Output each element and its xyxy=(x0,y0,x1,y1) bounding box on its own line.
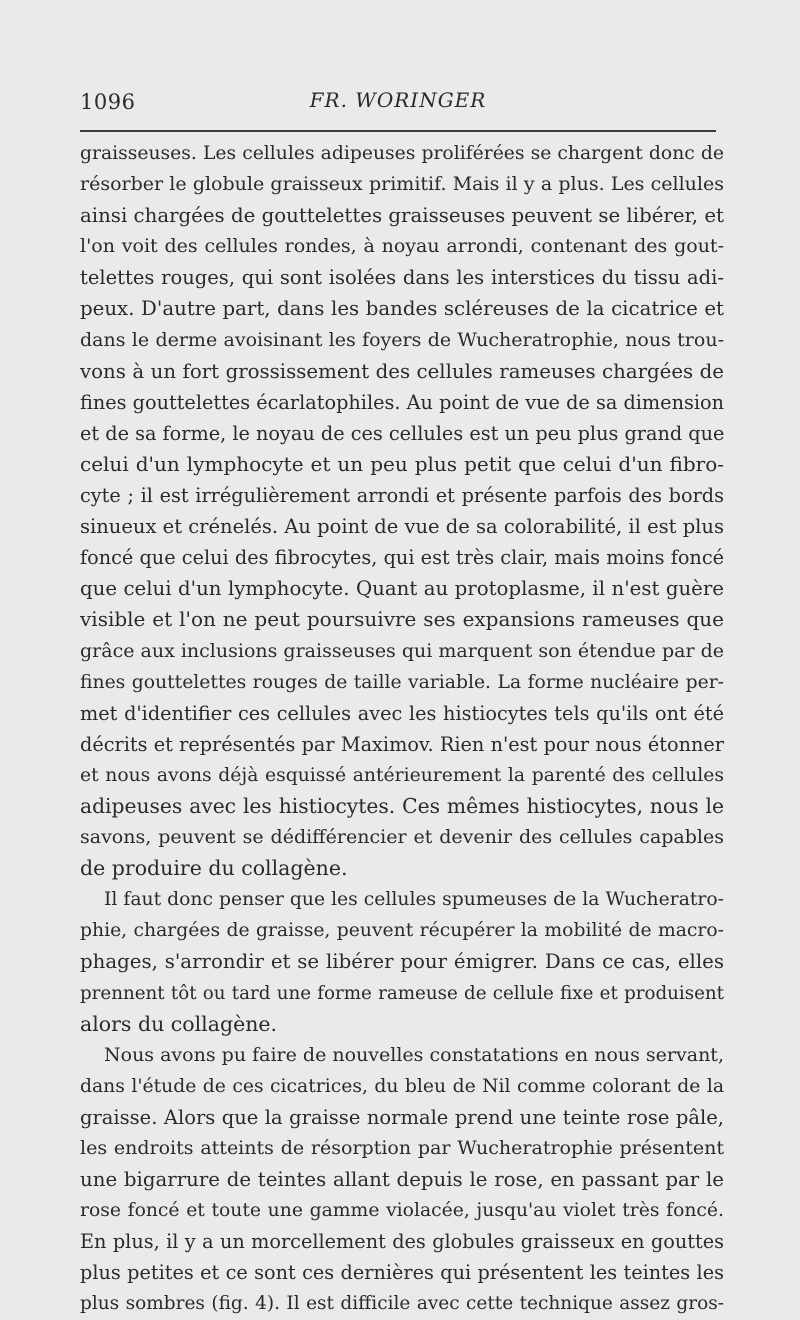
text-line: de produire du collagène. xyxy=(80,856,348,881)
text-line: plus petites et ce sont ces dernières qui présentent les teintes les xyxy=(80,1261,724,1285)
text-line: adipeuses avec les histiocytes. Ces mêmes histiocytes, nous le xyxy=(80,793,724,818)
body-text xyxy=(80,138,724,1320)
text-line: vons à un fort grossissement des cellules rameuses chargées de xyxy=(80,359,724,383)
header-rule xyxy=(80,130,716,132)
text-line: prennent tôt ou tard une forme rameuse de cellule fixe et produisent xyxy=(80,982,724,1004)
text-line: celui d'un lymphocyte et un peu plus petit que celui d'un fibro- xyxy=(80,451,724,476)
text-line: fines gouttelettes écarlatophiles. Au point de vue de sa dimension xyxy=(80,390,724,414)
text-line: décrits et représentés par Maximov. Rien n'est pour nous étonner xyxy=(80,732,724,756)
text-line: que celui d'un lymphocyte. Quant au protoplasme, il n'est guère xyxy=(80,577,724,601)
text-line: et nous avons déjà esquissé antérieurement la parenté des cellules xyxy=(80,764,724,786)
text-line: dans l'étude de ces cicatrices, du bleu de Nil comme colorant de la xyxy=(80,1075,724,1097)
text-line: Nous avons pu faire de nouvelles constatations en nous servant, xyxy=(104,1043,724,1066)
running-title: FR. WORINGER xyxy=(309,88,487,112)
text-line: visible et l'on ne peut poursuivre ses expansions rameuses que xyxy=(80,607,724,632)
text-line: savons, peuvent se dédifférencier et devenir des cellules capables xyxy=(80,826,724,849)
text-line: En plus, il y a un morcellement des globules graisseux en gouttes xyxy=(80,1230,724,1254)
text-line: et de sa forme, le noyau de ces cellules est un peu plus grand que xyxy=(80,421,725,445)
text-line: les endroits atteints de résorption par Wucheratrophie présentent xyxy=(80,1137,724,1159)
text-line: rose foncé et toute une gamme violacée, jusqu'au violet très foncé. xyxy=(80,1200,724,1222)
text-line: dans le derme avoisinant les foyers de Wucheratrophie, nous trou- xyxy=(80,328,724,351)
page-number: 1096 xyxy=(80,90,136,114)
text-line: sinueux et crénelés. Au point de vue de sa colorabilité, il est plus xyxy=(80,515,724,539)
running-header xyxy=(80,88,716,118)
text-line: grâce aux inclusions graisseuses qui marquent son étendue par de xyxy=(80,639,724,662)
text-line: Il faut donc penser que les cellules spumeuses de la Wucheratro- xyxy=(104,889,724,911)
text-line: phages, s'arrondir et se libérer pour émigrer. Dans ce cas, elles xyxy=(80,950,724,974)
text-line: l'on voit des cellules rondes, à noyau arrondi, contenant des gout- xyxy=(80,235,724,258)
text-line: foncé que celui des fibrocytes, qui est très clair, mais moins foncé xyxy=(80,546,724,570)
text-line: phie, chargées de graisse, peuvent récupérer la mobilité de macro- xyxy=(80,920,724,942)
text-line: résorber le globule graisseux primitif. Mais il y a plus. Les cellules xyxy=(80,173,724,196)
text-line: telettes rouges, qui sont isolées dans les interstices du tissu adi- xyxy=(80,266,724,290)
text-line: ainsi chargées de gouttelettes graisseuses peuvent se libérer, et xyxy=(80,204,724,228)
text-line: graisse. Alors que la graisse normale prend une teinte rose pâle, xyxy=(80,1105,724,1129)
text-line: une bigarrure de teintes allant depuis le rose, en passant par le xyxy=(80,1168,724,1192)
text-line: peux. D'autre part, dans les bandes scléreuses de la cicatrice et xyxy=(80,297,724,321)
text-line: plus sombres (fig. 4). Il est difficile avec cette technique assez gros- xyxy=(80,1293,724,1315)
text-line: graisseuses. Les cellules adipeuses proliférées se chargent donc de xyxy=(80,143,724,164)
text-line: fines gouttelettes rouges de taille variable. La forme nucléaire per- xyxy=(80,671,724,693)
text-line: cyte ; il est irrégulièrement arrondi et présente parfois des bords xyxy=(80,484,724,508)
text-line: alors du collagène. xyxy=(80,1011,278,1036)
text-line: met d'identifier ces cellules avec les histiocytes tels qu'ils ont été xyxy=(80,701,724,725)
